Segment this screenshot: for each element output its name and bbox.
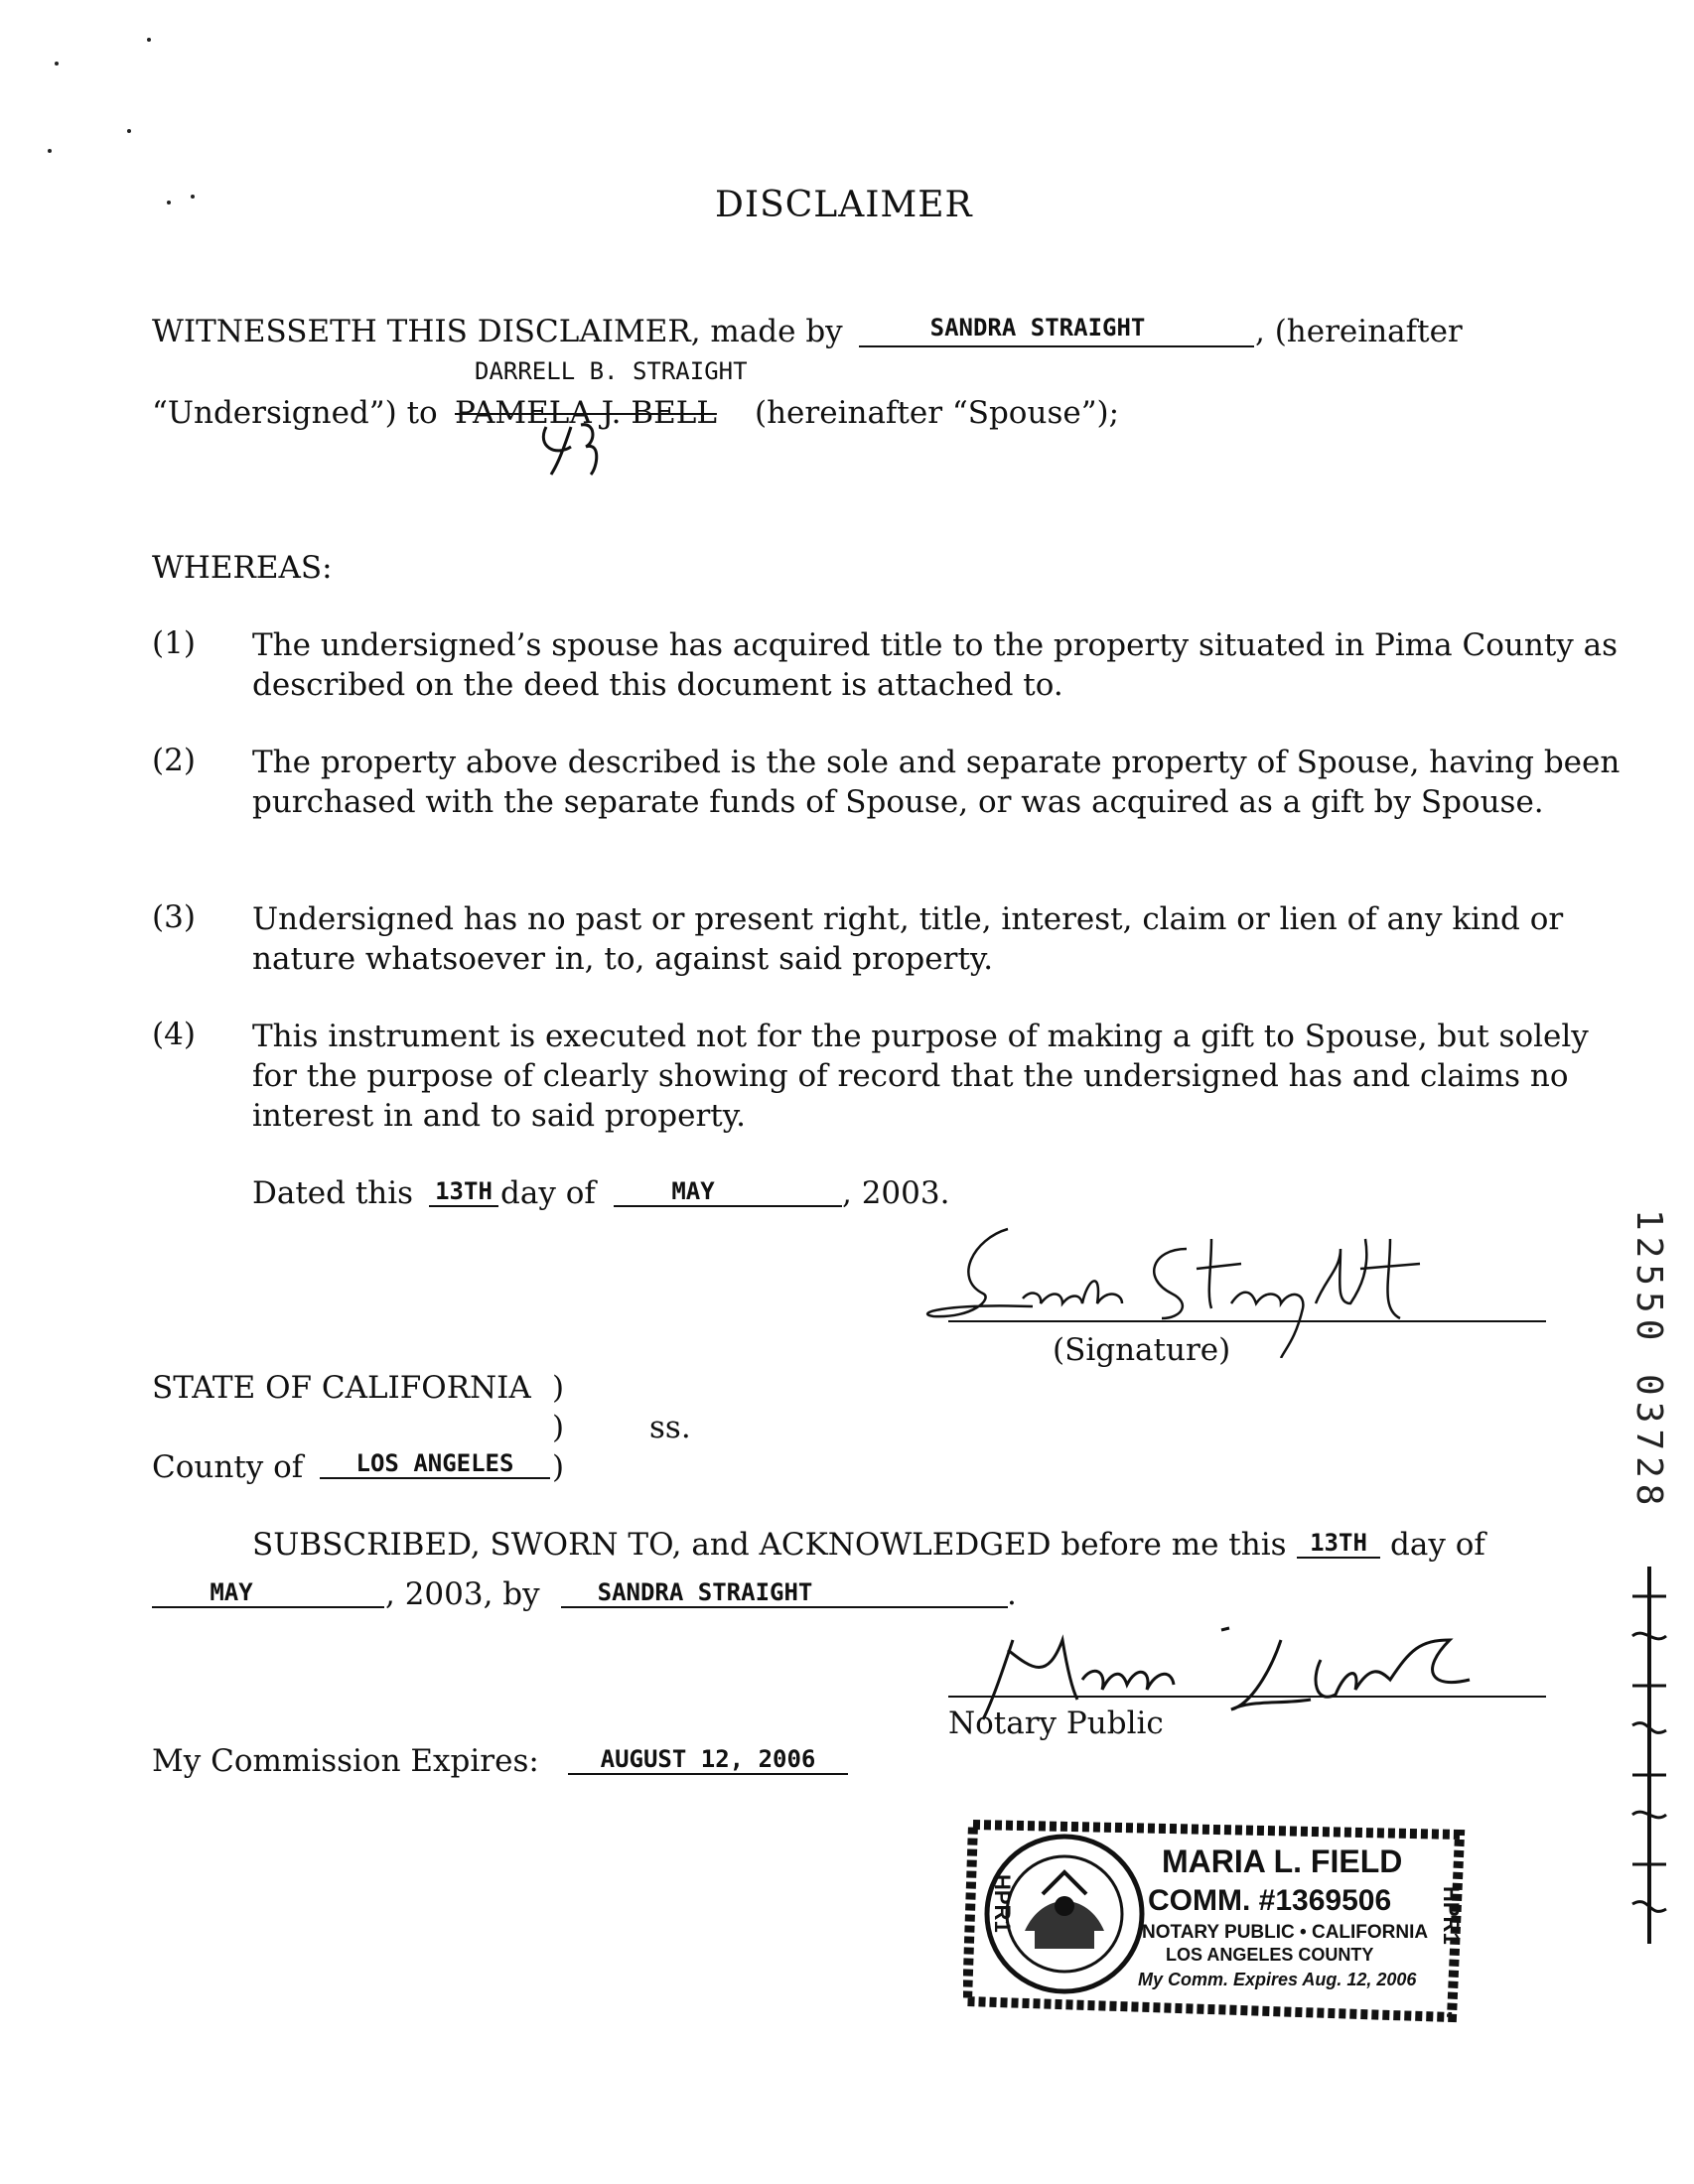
notary-stamp — [963, 1807, 1470, 2025]
scan-speck — [127, 129, 131, 133]
document-title: DISCLAIMER — [715, 185, 973, 225]
commission-prefix: My Commission Expires: — [152, 1743, 539, 1779]
intro-prefix: WITNESSETH THIS DISCLAIMER, made by — [152, 314, 843, 349]
venue-county-prefix: County of — [152, 1449, 304, 1485]
whereas-heading: WHEREAS: — [152, 550, 333, 586]
venue-ss: ss. — [649, 1410, 691, 1445]
ack-day-line — [1297, 1557, 1380, 1559]
ack-month-line — [152, 1606, 384, 1608]
stamp-comm: COMM. #1369506 — [1148, 1884, 1392, 1917]
dated-mid: day of — [500, 1175, 596, 1211]
scan-speck — [55, 62, 59, 66]
ack-day-field: 13TH — [1310, 1529, 1367, 1557]
clause-text: The property above described is the sole and separate property of Spouse, having been purchased with the separate funds of Spouse, or was acquired as a gift by Spouse. — [252, 745, 1621, 820]
scan-speck — [191, 195, 195, 199]
scan-speck — [167, 201, 171, 205]
ack-day-suffix: day of — [1390, 1527, 1485, 1563]
commission-date-field: AUGUST 12, 2006 — [600, 1745, 816, 1773]
undersigned-name-field: SANDRA STRAIGHT — [929, 314, 1146, 341]
scan-speck — [147, 38, 151, 42]
venue-state: STATE OF CALIFORNIA — [152, 1370, 531, 1406]
signature-line — [948, 1320, 1546, 1322]
side-margin-mark — [1624, 1567, 1674, 1944]
clause-text: Undersigned has no past or present right, title, interest, claim or lien of any kind or nature whatsoever in, to, against said property. — [252, 901, 1564, 977]
stamp-side-text: HPR1 — [990, 1874, 1015, 1933]
stamp-line5: My Comm. Expires Aug. 12, 2006 — [1138, 1970, 1417, 1989]
dated-month-field: MAY — [671, 1177, 715, 1205]
intro-suffix: , (hereinafter — [1255, 314, 1463, 349]
intro-line2-suffix: (hereinafter “Spouse”); — [755, 395, 1120, 431]
ack-month-field: MAY — [210, 1578, 253, 1606]
scan-speck — [48, 149, 52, 153]
stamp-line3: NOTARY PUBLIC • CALIFORNIA — [1142, 1922, 1429, 1943]
inserted-spouse-name: DARRELL B. STRAIGHT — [475, 357, 748, 385]
notary-line — [948, 1696, 1546, 1698]
venue-paren: ) — [552, 1449, 565, 1485]
clause-text: The undersigned’s spouse has acquired title to the property situated in Pima County as described on the deed this document is attached to. — [252, 627, 1619, 703]
stamp-line4: LOS ANGELES COUNTY — [1166, 1945, 1374, 1965]
ack-name-field: SANDRA STRAIGHT — [597, 1578, 813, 1606]
clause-number: (3) — [152, 899, 196, 935]
venue-paren: ) — [552, 1410, 565, 1445]
venue-county-field: LOS ANGELES — [355, 1449, 514, 1477]
commission-date-line — [568, 1773, 848, 1775]
dated-day-field: 13TH — [435, 1177, 493, 1205]
ack-prefix: SUBSCRIBED, SWORN TO, and ACKNOWLEDGED before me this — [252, 1527, 1287, 1563]
ack-period: . — [1007, 1576, 1017, 1612]
venue-paren: ) — [552, 1370, 565, 1406]
dated-prefix: Dated this — [252, 1175, 414, 1211]
clause-number: (1) — [152, 625, 196, 661]
signature-label: (Signature) — [1053, 1332, 1231, 1368]
clause-text: This instrument is executed not for the purpose of making a gift to Spouse, but solely for the purpose of clearly showing of record that the undersigned has and claims no interest in and to said property. — [252, 1019, 1589, 1134]
clause-number: (4) — [152, 1017, 196, 1052]
recording-number: 12550 03728 — [1628, 1209, 1669, 1512]
initials-mark — [536, 417, 616, 477]
ack-name-line — [561, 1606, 1008, 1608]
ack-year-by: , 2003, by — [385, 1576, 540, 1612]
dated-month-line — [614, 1205, 842, 1207]
intro-line2-prefix: “Undersigned”) to — [152, 395, 438, 431]
struck-spouse-name: PAMELA J. BELL — [455, 395, 717, 431]
dated-day-line — [429, 1205, 498, 1207]
clause-number: (2) — [152, 743, 196, 778]
venue-county-line — [320, 1477, 550, 1479]
stamp-name: MARIA L. FIELD — [1162, 1843, 1403, 1879]
undersigned-name-line — [859, 345, 1254, 347]
dated-year: , 2003. — [842, 1175, 950, 1211]
notary-label: Notary Public — [948, 1706, 1164, 1741]
stamp-side-text: HPR1 — [1439, 1886, 1464, 1945]
